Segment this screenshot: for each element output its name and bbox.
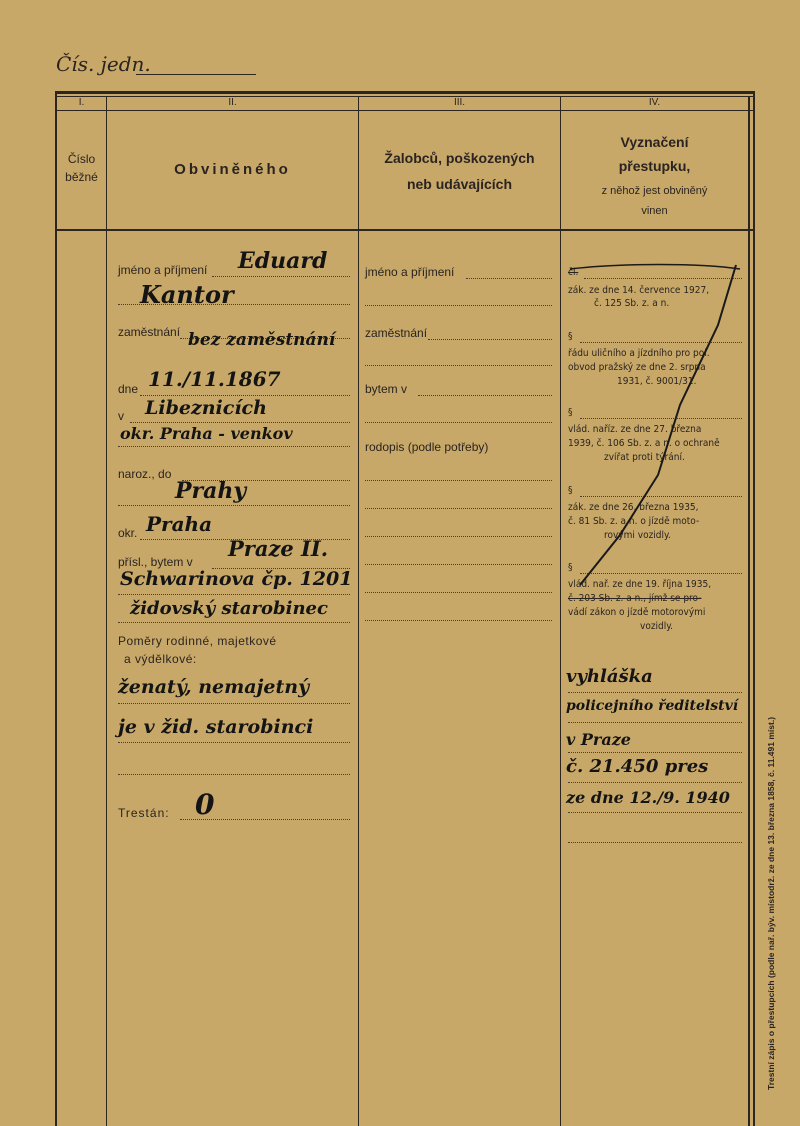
accused-resid-hw-2: Schwarinova čp. 1201: [120, 568, 353, 590]
offence-hw-1: vyhláška: [566, 666, 653, 687]
col2-title: Obviněného: [174, 161, 291, 178]
plaintiff-job-line: [428, 339, 552, 340]
accused-name-hw-1: Eduard: [238, 248, 328, 274]
offence-p4-text-1: zák. ze dne 26. března 1935,: [568, 502, 699, 513]
col1-number: I.: [78, 97, 85, 108]
col2-number: II.: [228, 97, 237, 108]
offence-p3-text-2: 1939, č. 106 Sb. z. a n. o ochraně: [568, 438, 720, 449]
col-divider-3: [560, 96, 561, 1126]
offence-p5-text-4: vozidly.: [640, 621, 674, 632]
accused-punished-hw: 0: [195, 788, 215, 821]
plaintiff-resid-line: [418, 395, 552, 396]
offence-p3-marker: §: [568, 407, 573, 418]
accused-job-hw: bez zaměstnání: [188, 330, 336, 350]
offence-hw-2: policejního ředitelství: [566, 698, 739, 714]
col4-title-2: přestupku,: [618, 158, 691, 174]
accused-place-line-2: [118, 446, 350, 447]
col4-subtitle-2: vinen: [641, 205, 668, 217]
offence-strike-line: [540, 255, 750, 595]
accused-name-line: [212, 276, 350, 277]
col-divider-2: [358, 96, 359, 1126]
accused-circumstances-label-1: Poměry rodinné, majetkové: [118, 634, 277, 648]
plaintiff-line-4: [365, 422, 552, 423]
offence-p4-text-3: rovými vozidly.: [604, 530, 671, 541]
accused-born-label: naroz., do: [118, 467, 172, 481]
offence-p5-text-1: vlád. nař. ze dne 19. října 1935,: [568, 579, 712, 590]
accused-resid-line-3: [118, 622, 350, 623]
offence-hw-line-6: [568, 842, 742, 843]
plaintiff-line-2: [365, 305, 552, 306]
accused-circ-hw-2: je v žid. starobinci: [118, 716, 314, 738]
accused-circ-line-2: [118, 742, 350, 743]
accused-place-hw-1: Libeznicích: [145, 397, 267, 419]
offence-p1-text-2: č. 125 Sb. z. a n.: [594, 298, 670, 309]
offence-p5-text-3: vádí zákon o jízdě motorovými: [568, 607, 706, 618]
offence-p5-marker: §: [568, 562, 573, 573]
accused-circumstances-label-2: a výdělkové:: [124, 652, 197, 666]
offence-p1-marker: čl.: [568, 267, 579, 278]
col1-title: Číslo: [67, 152, 96, 166]
accused-date-line: [140, 395, 350, 396]
plaintiff-line-6: [365, 508, 552, 509]
offence-hw-3: v Praze: [566, 730, 631, 749]
col-right-outer: [753, 91, 755, 1126]
offence-p3-text-3: zvířat proti týrání.: [604, 452, 685, 463]
col3-title-1: Žalobců, poškozených: [384, 150, 535, 166]
col4-title-1: Vyznačení: [620, 134, 689, 150]
offence-p3-text-1: vlád. naříz. ze dne 27. března: [568, 424, 702, 435]
offence-hw-4: č. 21.450 pres: [566, 756, 709, 777]
accused-place-hw-2: okr. Praha - venkov: [120, 424, 293, 443]
offence-p4-text-2: č. 81 Sb. z. a n. o jízdě moto-: [568, 516, 700, 527]
case-number-line: [136, 74, 256, 75]
offence-p5-text-2: č. 203 Sb. z. a n., jímž se pro-: [568, 593, 702, 604]
plaintiff-line-7: [365, 536, 552, 537]
col4-number: IV.: [648, 97, 661, 108]
accused-in-label: v: [118, 409, 124, 423]
offence-p2-text-3: 1931, č. 9001/31.: [617, 376, 697, 387]
offence-hw-line-2: [568, 722, 742, 723]
offence-p2-marker: §: [568, 331, 573, 342]
col-divider-1: [106, 96, 107, 1126]
col3-number: III.: [453, 97, 466, 108]
offence-p1-text-1: zák. ze dne 14. července 1927,: [568, 285, 710, 296]
accused-date-hw: 11./11.1867: [148, 367, 281, 391]
accused-born-line-2: [118, 505, 350, 506]
offence-p4-marker: §: [568, 485, 573, 496]
plaintiff-line-9: [365, 592, 552, 593]
accused-name-label: jméno a příjmení: [118, 263, 208, 277]
plaintiff-line-3: [365, 365, 552, 366]
accused-date-label: dne: [118, 382, 139, 396]
offence-p2-text-1: řádu uličního a jízdního pro pol.: [568, 348, 710, 359]
accused-circ-hw-1: ženatý, nemajetný: [118, 676, 310, 698]
accused-resid-line-2: [118, 594, 350, 595]
plaintiff-line-5: [365, 480, 552, 481]
case-number-label: Čís. jedn.: [56, 52, 151, 76]
plaintiff-line-8: [365, 564, 552, 565]
accused-resid-label: přísl., bytem v: [118, 555, 193, 569]
accused-name-hw-2: Kantor: [140, 280, 234, 309]
col3-title-2: neb udávajících: [406, 176, 513, 192]
accused-born-hw: Prahy: [175, 478, 247, 504]
offence-hw-5: ze dne 12./9. 1940: [566, 788, 730, 807]
col-right-border: [748, 96, 750, 1126]
offence-hw-line-1: [568, 692, 742, 693]
plaintiff-bio-label: rodopis (podle potřeby): [365, 440, 489, 454]
offence-hw-line-4: [568, 782, 742, 783]
accused-district-hw: Praha: [146, 512, 213, 536]
accused-circ-line-3: [118, 774, 350, 775]
side-note: Trestní zápis o přestupcích (podle nař. býv. místodrž. ze dne 13. března 1858, č. 11.491 míst.): [766, 716, 776, 1090]
col-left-border: [55, 91, 57, 1126]
offence-p2-text-2: obvod pražský ze dne 2. srpna: [568, 362, 706, 373]
accused-punished-label: Trestán:: [118, 806, 170, 820]
numbers-row-line: [55, 110, 755, 111]
col4-subtitle-1: z něhož jest obviněný: [601, 185, 708, 197]
accused-job-label: zaměstnání: [118, 325, 181, 339]
accused-district-label: okr.: [118, 526, 138, 540]
plaintiff-resid-label: bytem v: [365, 382, 408, 396]
header-row-bottom: [55, 229, 755, 231]
frame-top: [55, 91, 755, 94]
plaintiff-name-label: jméno a příjmení: [365, 265, 455, 279]
accused-place-line: [130, 422, 350, 423]
offence-hw-line-3: [568, 752, 742, 753]
accused-resid-hw-3: židovský starobinec: [130, 598, 328, 619]
plaintiff-job-label: zaměstnání: [365, 326, 428, 340]
accused-circ-line-1: [118, 703, 350, 704]
offence-hw-line-5: [568, 812, 742, 813]
col1-subtitle: běžné: [65, 170, 98, 184]
plaintiff-line-10: [365, 620, 552, 621]
accused-resid-hw-1: Praze II.: [228, 536, 329, 561]
